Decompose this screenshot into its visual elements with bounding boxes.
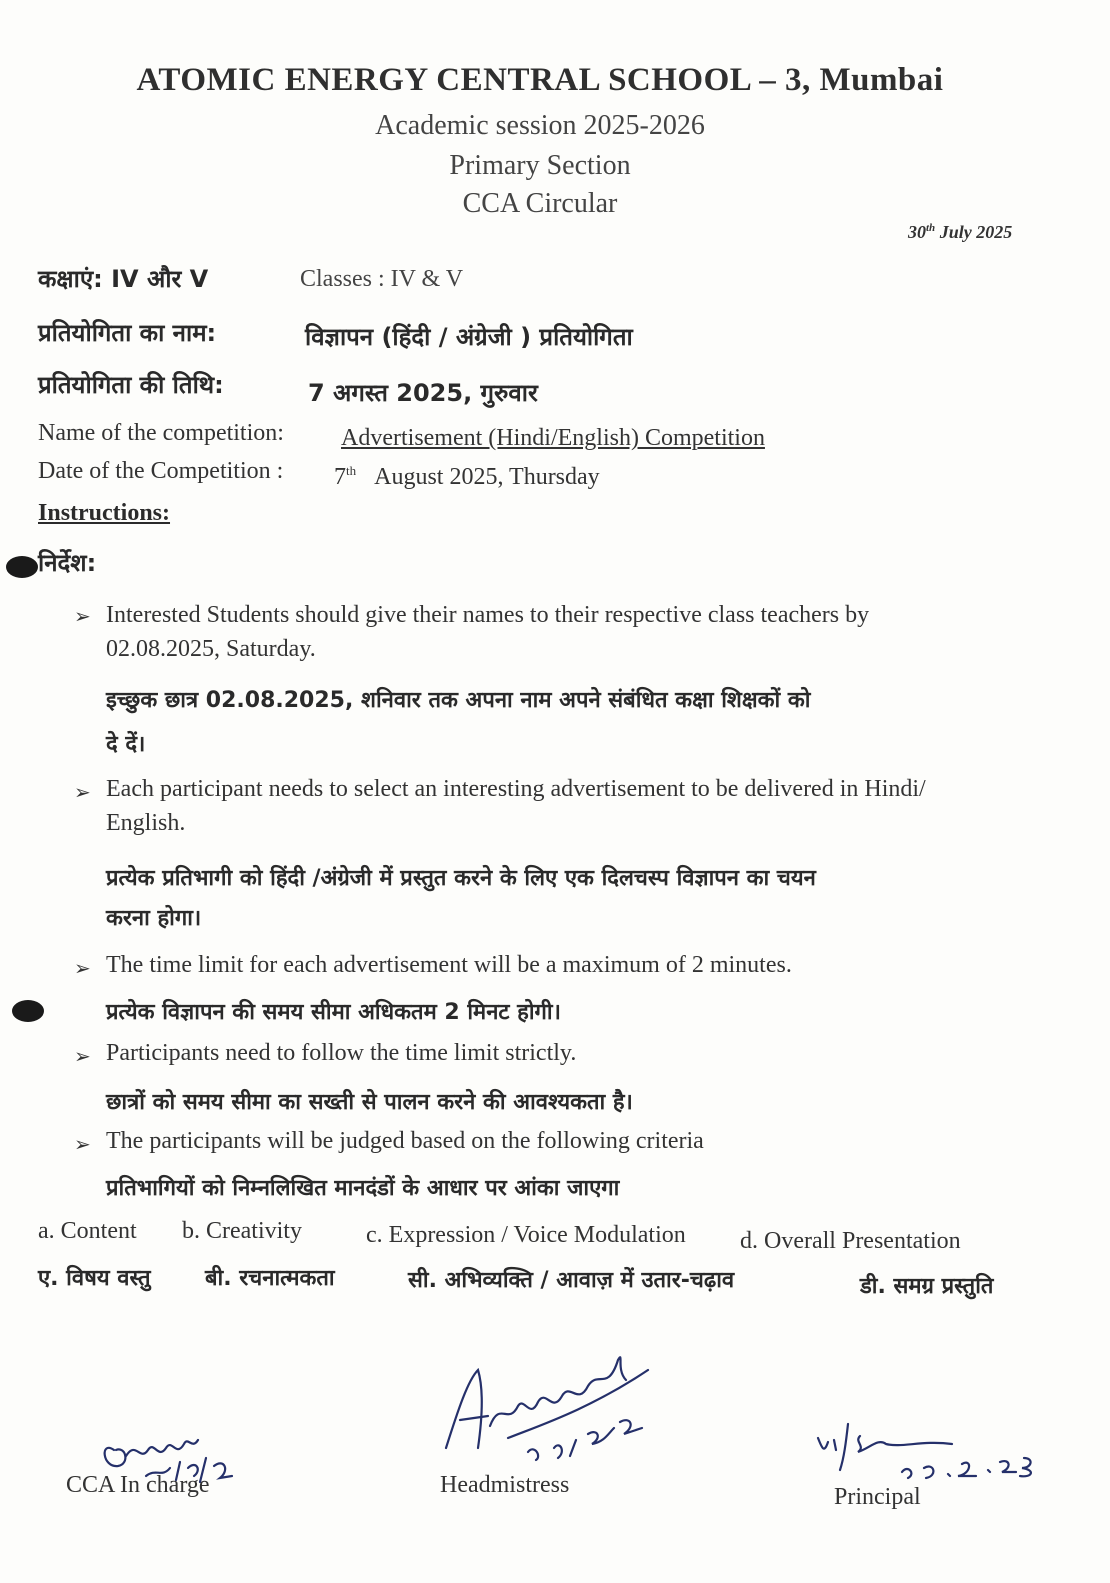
criteria-content-hindi: ए. विषय वस्तु: [38, 1266, 151, 1291]
arrow-bullet-icon: ➢: [74, 606, 91, 628]
criteria-expression-hindi: सी. अभिव्यक्ति / आवाज़ में उतार-चढ़ाव: [408, 1268, 735, 1293]
competition-name-value-hindi: विज्ञापन (हिंदी / अंग्रेजी ) प्रतियोगिता: [305, 323, 633, 351]
instruction-1-hindi-cont: दे दें।: [106, 732, 146, 757]
ink-blot: [6, 556, 38, 578]
section-name: Primary Section: [449, 150, 631, 181]
criteria-content: a. Content: [38, 1218, 137, 1244]
instruction-2-english: Each participant needs to select an interesting advertisement to be delivered in Hindi/: [106, 776, 926, 802]
instruction-2-hindi: प्रत्येक प्रतिभागी को हिंदी /अंग्रेजी में प्रस्तुत करने के लिए एक दिलचस्प विज्ञापन का चयन: [106, 866, 816, 891]
circular-date: 30th July 2025: [908, 222, 1013, 242]
competition-date-value-hindi: 7 अगस्त 2025, गुरुवार: [308, 379, 538, 407]
criteria-presentation-hindi: डी. समग्र प्रस्तुति: [860, 1274, 994, 1299]
cca-incharge-label: CCA In charge: [66, 1472, 210, 1498]
arrow-bullet-icon: ➢: [74, 1134, 91, 1156]
school-name: ATOMIC ENERGY CENTRAL SCHOOL – 3, Mumbai: [136, 62, 944, 98]
instruction-4-english: Participants need to follow the time limit strictly.: [106, 1040, 577, 1066]
classes-hindi: कक्षाएं: IV और V: [38, 265, 209, 293]
arrow-bullet-icon: ➢: [74, 958, 91, 980]
competition-name-label-hindi: प्रतियोगिता का नाम:: [38, 319, 217, 347]
instructions-heading-hindi: निर्देश:: [38, 549, 97, 577]
criteria-creativity-hindi: बी. रचनात्मकता: [205, 1266, 335, 1291]
criteria-creativity: b. Creativity: [182, 1218, 302, 1244]
competition-date-value: 7th August 2025, Thursday: [334, 463, 600, 490]
classes-english: Classes : IV & V: [300, 266, 464, 292]
circular-title: CCA Circular: [462, 188, 618, 219]
arrow-bullet-icon: ➢: [74, 1046, 91, 1068]
principal-signature: [812, 1418, 1042, 1488]
academic-session: Academic session 2025-2026: [375, 110, 705, 141]
competition-date-label-hindi: प्रतियोगिता की तिथि:: [38, 371, 224, 399]
headmistress-label: Headmistress: [440, 1472, 570, 1498]
arrow-bullet-icon: ➢: [74, 782, 91, 804]
instruction-5-hindi: प्रतिभागियों को निम्नलिखित मानदंडों के आधार पर आंका जाएगा: [106, 1176, 620, 1201]
headmistress-signature: [438, 1330, 668, 1470]
competition-name-value: Advertisement (Hindi/English) Competition: [341, 425, 765, 451]
instruction-4-hindi: छात्रों को समय सीमा का सख्ती से पालन करने की आवश्यकता है।: [106, 1090, 633, 1115]
criteria-expression: c. Expression / Voice Modulation: [366, 1222, 686, 1248]
instruction-3-english: The time limit for each advertisement will be a maximum of 2 minutes.: [106, 952, 792, 978]
competition-name-label: Name of the competition:: [38, 420, 284, 446]
principal-label: Principal: [834, 1484, 921, 1510]
instruction-2-hindi-cont: करना होगा।: [106, 906, 202, 931]
instruction-1-english-cont: 02.08.2025, Saturday.: [106, 636, 316, 662]
competition-date-label: Date of the Competition :: [38, 458, 284, 484]
instructions-heading: Instructions:: [38, 500, 171, 526]
criteria-presentation: d. Overall Presentation: [740, 1228, 961, 1254]
instruction-1-hindi: इच्छुक छात्र 02.08.2025, शनिवार तक अपना नाम अपने संबंधित कक्षा शिक्षकों को: [106, 688, 811, 713]
instruction-5-english: The participants will be judged based on the following criteria: [106, 1128, 704, 1154]
instruction-3-hindi: प्रत्येक विज्ञापन की समय सीमा अधिकतम 2 मिनट होगी।: [106, 1000, 561, 1025]
instruction-2-english-cont: English.: [106, 810, 186, 836]
ink-blot: [12, 1000, 44, 1022]
instruction-1-english: Interested Students should give their names to their respective class teachers by: [106, 602, 870, 628]
